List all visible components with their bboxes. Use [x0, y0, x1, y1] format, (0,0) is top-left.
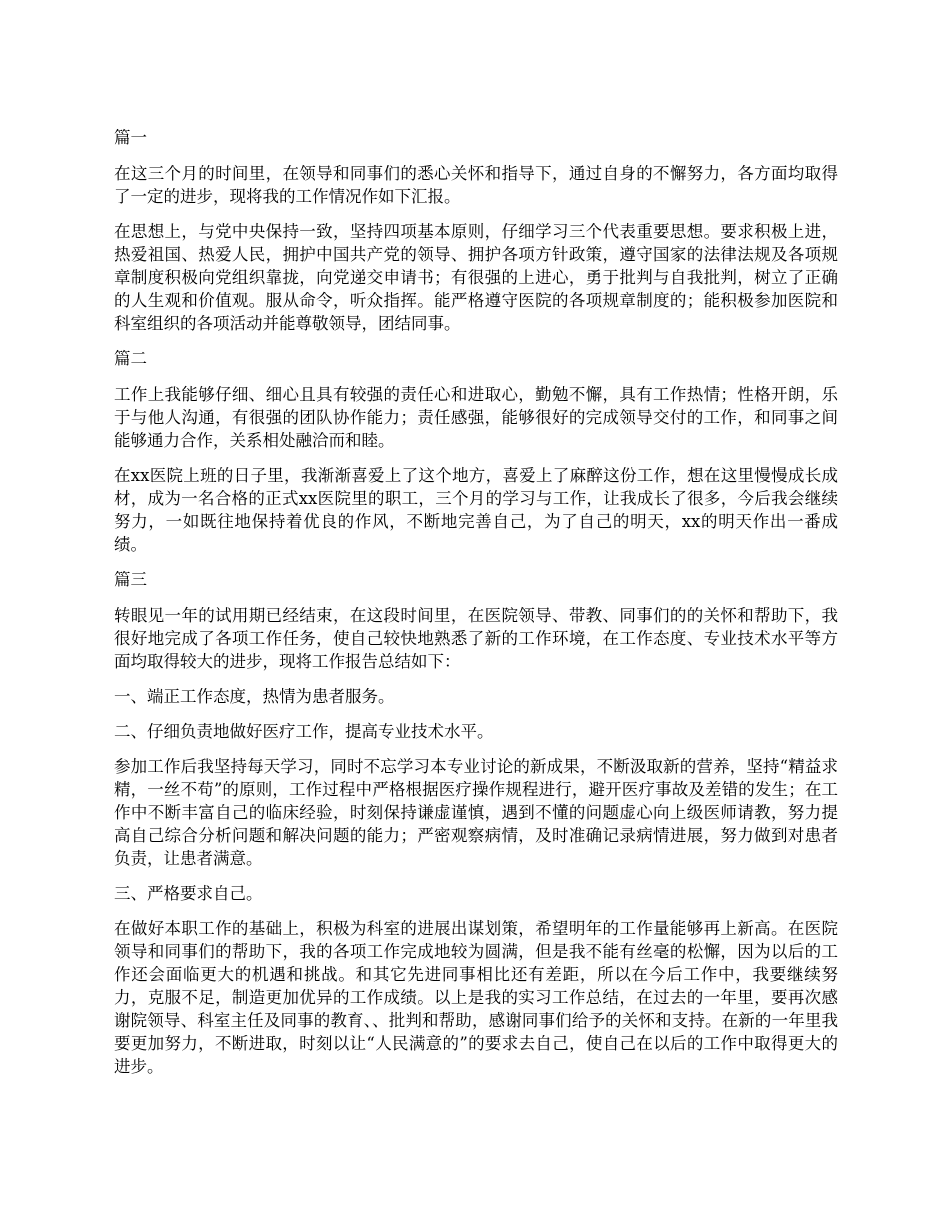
- section-heading-3: 篇三: [114, 570, 147, 589]
- list-point-1: 一、端正工作态度，热情为患者服务。: [114, 687, 395, 706]
- document-page: [114, 126, 838, 1090]
- list-point-3: 三、严格要求自己。: [114, 884, 263, 903]
- section-heading-2: 篇二: [114, 349, 147, 368]
- paragraph: 参加工作后我坚持每天学习，同时不忘学习本专业讨论的新成果，不断汲取新的营养，坚持“精益求精，一丝不苟”的原则，工作过程中严格根据医疗操作规程进行，避开医疗事故及差错的发生；在工作中不断丰富自己的临床经验，时刻保持谦虚谨慎，遇到不懂的问题虚心向上级医师请教，努力提高自己综合分析问题和解决问题的能力；严密观察病情，及时准确记录病情进展，努力做到对患者负责，让患者满意。: [114, 757, 838, 868]
- paragraph: 在这三个月的时间里，在领导和同事们的悉心关怀和指导下，通过自身的不懈努力，各方面均取得了一定的进步，现将我的工作情况作如下汇报。: [114, 164, 838, 206]
- paragraph: 工作上我能够仔细、细心且具有较强的责任心和进取心，勤勉不懈，具有工作热情；性格开朗，乐于与他人沟通，有很强的团队协作能力；责任感强，能够很好的完成领导交付的工作，和同事之间能够通力合作，关系相处融洽而和睦。: [114, 385, 838, 450]
- paragraph: 在做好本职工作的基础上，积极为科室的进展出谋划策，希望明年的工作量能够再上新高。在医院领导和同事们的帮助下，我的各项工作完成地较为圆满，但是我不能有丝毫的松懈，因为以后的工作还会面临更大的机遇和挑战。和其它先进同事相比还有差距，所以在今后工作中，我要继续努力，克服不足，制造更加优异的工作成绩。以上是我的实习工作总结，在过去的一年里，要再次感谢院领导、科室主任及同事的教育、、批判和帮助，感谢同事们给予的关怀和支持。在新的一年里我要更加努力，不断进取，时刻以让“人民满意的”的要求去自己，使自己在以后的工作中取得更大的进步。: [114, 919, 838, 1076]
- paragraph: 转眼见一年的试用期已经结束，在这段时间里，在医院领导、带教、同事们的的关怀和帮助下，我很好地完成了各项工作任务，使自己较快地熟悉了新的工作环境，在工作态度、专业技术水平等方面均取得较大的进步，现将工作报告总结如下：: [114, 606, 838, 671]
- paragraph: 在xx医院上班的日子里，我渐渐喜爱上了这个地方，喜爱上了麻醉这份工作，想在这里慢慢成长成材，成为一名合格的正式xx医院里的职工，三个月的学习与工作，让我成长了很多，今后我会继续努力，一如既往地保持着优良的作风，不断地完善自己，为了自己的明天，xx的明天作出一番成绩。: [114, 466, 838, 554]
- list-point-2: 二、仔细负责地做好医疗工作，提高专业技术水平。: [114, 722, 494, 741]
- paragraph: 在思想上，与党中央保持一致，坚持四项基本原则，仔细学习三个代表重要思想。要求积极上进，热爱祖国、热爱人民，拥护中国共产党的领导、拥护各项方针政策，遵守国家的法律法规及各项规章制度积极向党组织靠拢，向党递交申请书；有很强的上进心，勇于批判与自我批判，树立了正确的人生观和价值观。服从命令，听众指挥。能严格遵守医院的各项规章制度的；能积极参加医院和科室组织的各项活动并能尊敬领导，团结同事。: [114, 222, 838, 333]
- section-heading-1: 篇一: [114, 128, 147, 147]
